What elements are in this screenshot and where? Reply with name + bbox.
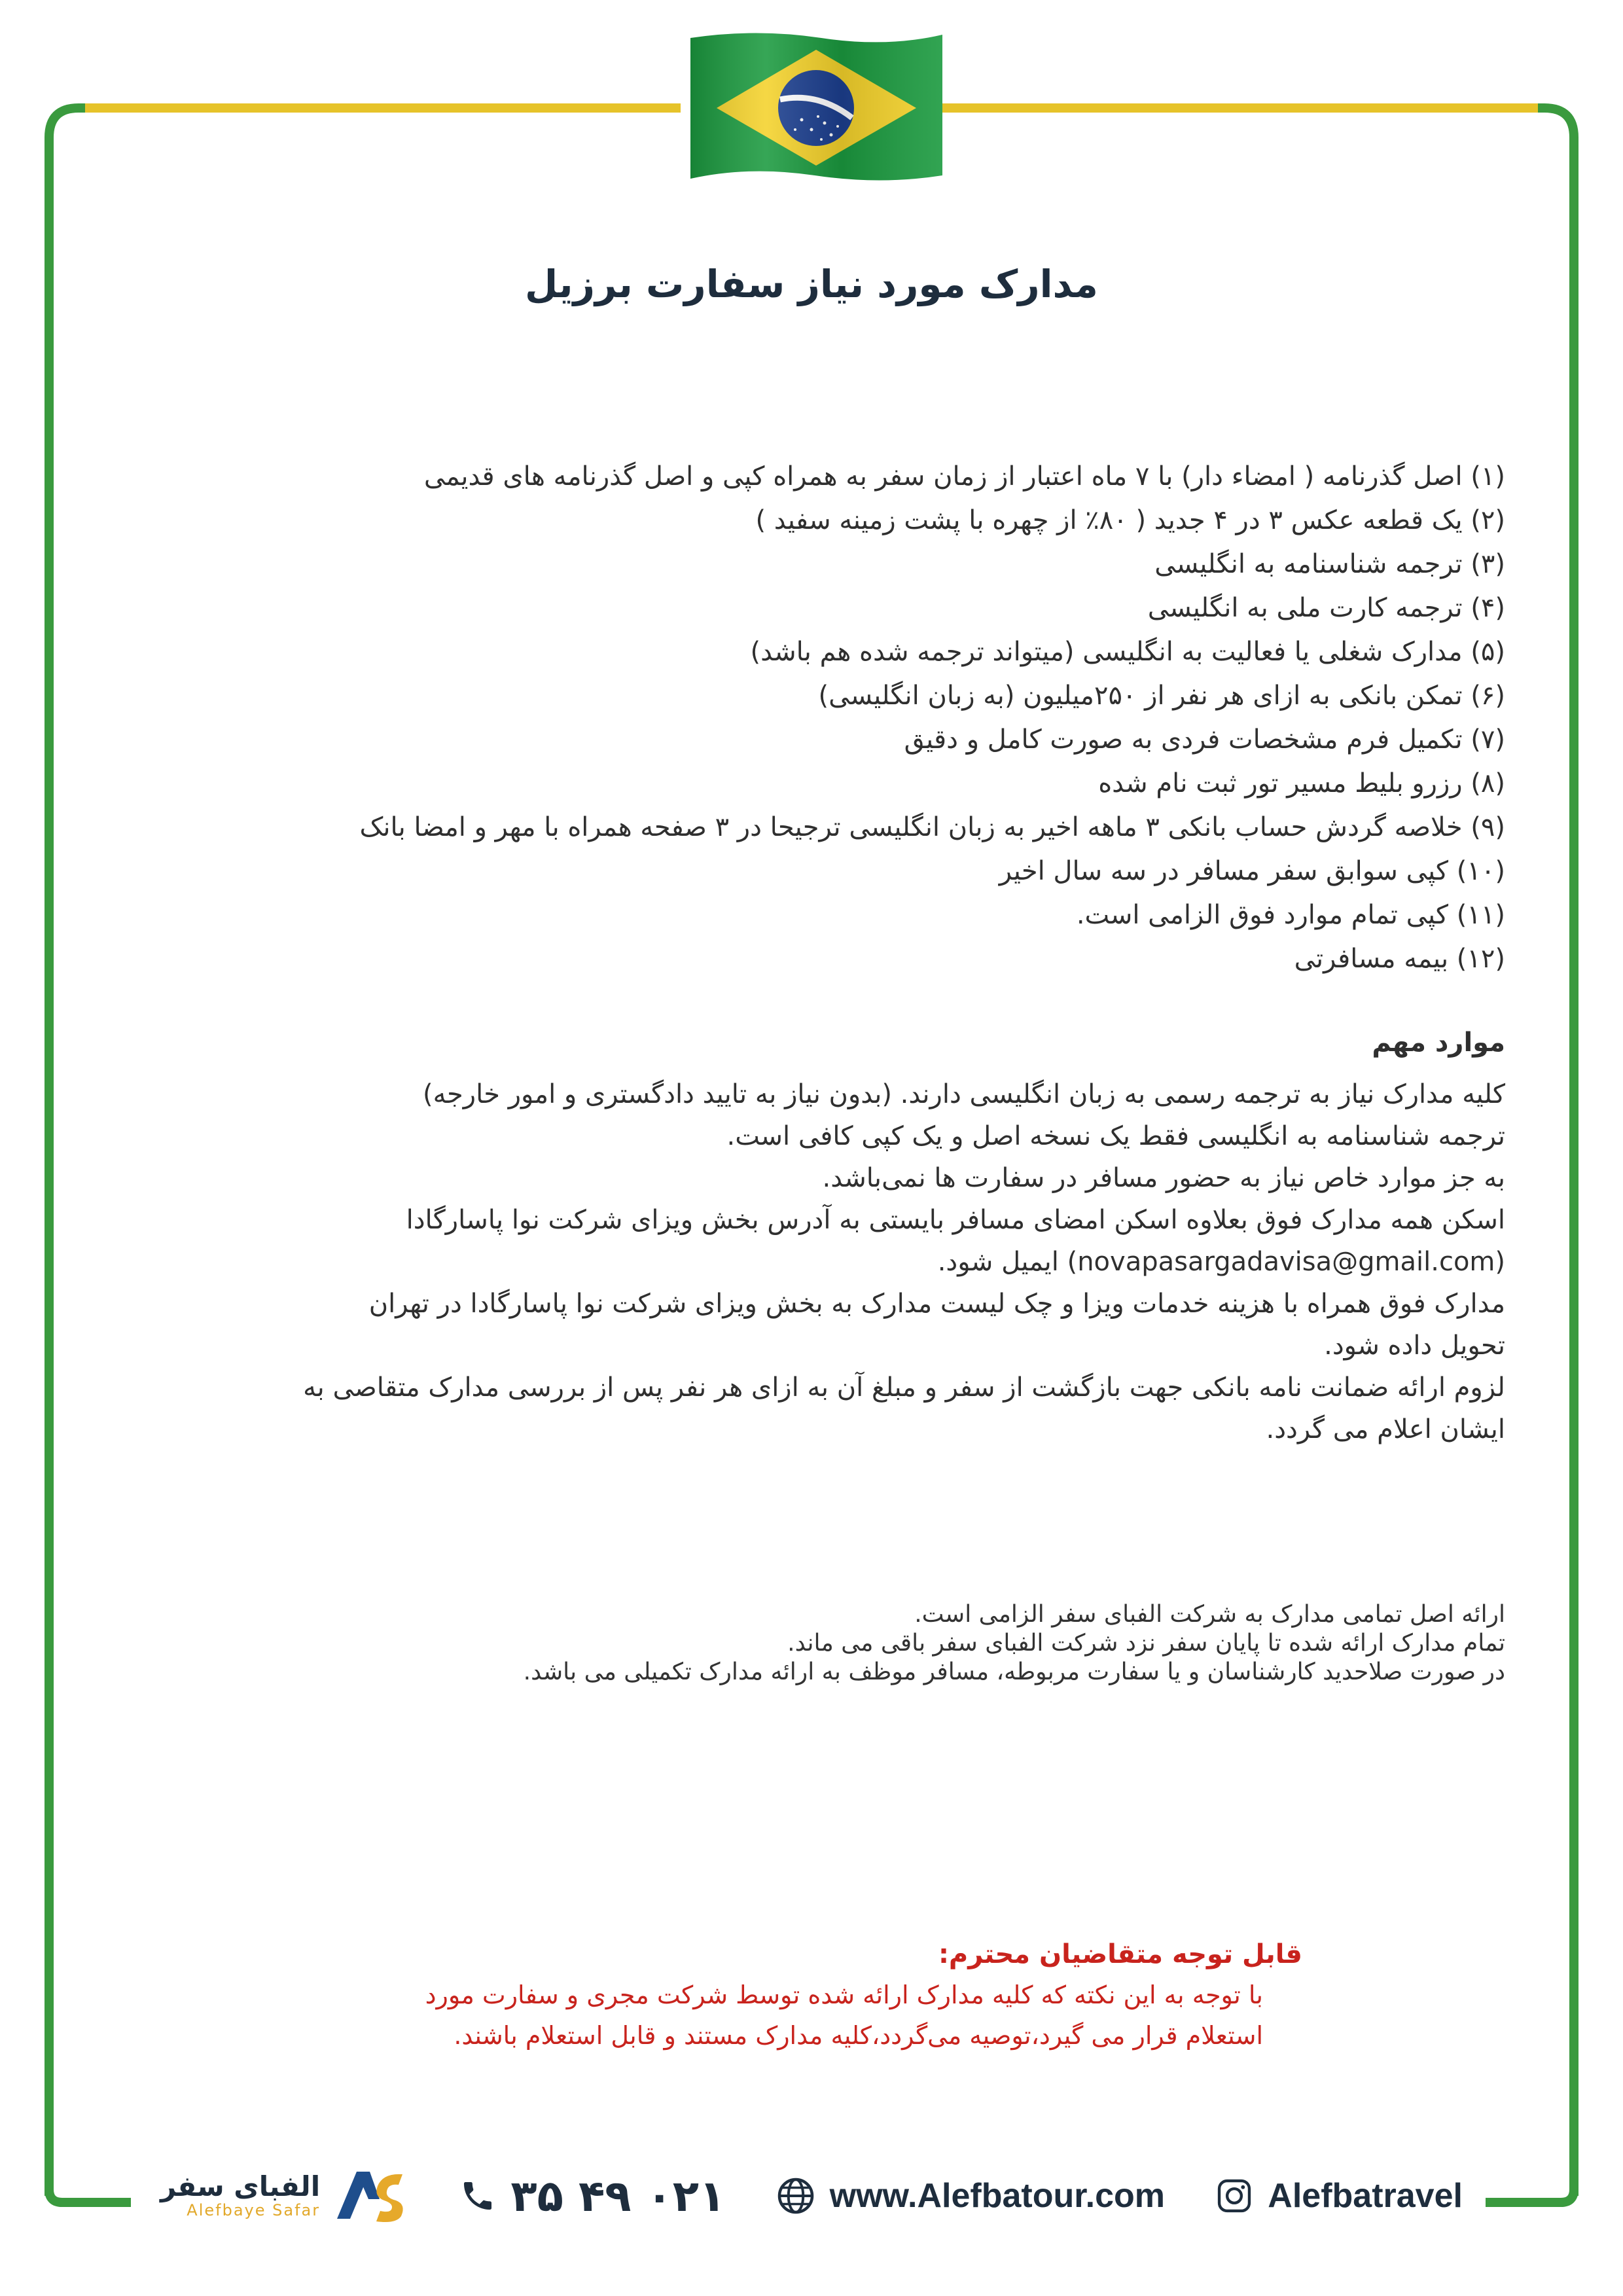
attention-title: قابل توجه متقاضیان محترم:: [938, 1939, 1302, 1969]
important-heading: موارد مهم: [1372, 1028, 1505, 1058]
important-notes: [131, 1073, 1505, 1450]
important-line: اسکن همه مدارک فوق بعلاوه اسکن امضای مسافر بایستی به آدرس بخش ویزای شرکت نوا پاسارگادا: [406, 1205, 1505, 1235]
list-item: (۸) رزرو بلیط مسیر تور ثبت نام شده: [1098, 768, 1505, 798]
brazil-flag-icon: [690, 31, 942, 182]
phone-icon: [459, 2178, 496, 2214]
attention-notice: [216, 1934, 1302, 2056]
company-notes: [131, 1600, 1505, 1687]
list-item: (۹) خلاصه گردش حساب بانکی ۳ ماهه اخیر به زبان انگلیسی ترجیحا در ۳ صفحه همراه با مهر و امضا بانک: [359, 812, 1505, 842]
list-item: (۲) یک قطعه عکس ۳ در ۴ جدید ( ۸۰٪ از چهره با پشت زمینه سفید ): [755, 505, 1505, 535]
important-line: لزوم ارائه ضمانت نامه بانکی جهت بازگشت از سفر و مبلغ آن به ازای هر نفر پس از بررسی مدارک متقاصی به: [303, 1372, 1505, 1403]
footer: [160, 2163, 1463, 2229]
note-line: در صورت صلاحدید کارشناسان و یا سفارت مربوطه، مسافر موظف به ارائه مدارک تکمیلی می باشد.: [523, 1659, 1505, 1685]
website-link[interactable]: [776, 2176, 1165, 2215]
visa-email-link[interactable]: (novapasargadavisa@gmail.com): [1067, 1247, 1505, 1277]
email-line: [131, 1241, 1505, 1283]
note-line: تمام مدارک ارائه شده تا پایان سفر نزد شرکت الفبای سفر باقی می ماند.: [787, 1630, 1505, 1657]
important-line: به جز موارد خاص نیاز به حضور مسافر در سفارت ها نمی‌باشد.: [822, 1163, 1505, 1193]
important-line: تحویل داده شود.: [1324, 1331, 1505, 1361]
important-line: ترجمه شناسنامه به انگلیسی فقط یک نسخه اصل و یک کپی کافی است.: [726, 1121, 1505, 1151]
important-line: ایشان اعلام می گردد.: [1266, 1414, 1505, 1444]
important-line: مدارک فوق همراه با هزینه خدمات ویزا و چک لیست مدارک به بخش ویزای شرکت نوا پاسارگادا در تهران: [368, 1289, 1505, 1319]
instagram-handle: Alefbatravel: [1268, 2177, 1463, 2215]
list-item: (۶) تمکن بانکی به ازای هر نفر از ۲۵۰میلیون (به زبان انگلیسی): [818, 681, 1505, 711]
list-item: (۱۱) کپی تمام موارد فوق الزامی است.: [1076, 900, 1505, 930]
logo-en-text: Alefbaye Safar: [187, 2201, 321, 2219]
attention-line: با توجه به این نکته که کلیه مدارک ارائه شده توسط شرکت مجری و سفارت مورد: [425, 1981, 1263, 2009]
page-title: مدارک مورد نیاز سفارت برزیل: [525, 262, 1098, 306]
note-line: ارائه اصل تمامی مدارک به شرکت الفبای سفر الزامی است.: [914, 1601, 1505, 1628]
instagram-icon: [1215, 2177, 1253, 2215]
instagram-link[interactable]: [1215, 2176, 1463, 2215]
af-logo-icon: [330, 2166, 409, 2225]
attention-line: استعلام قرار می گیرد،توصیه می‌گردد،کلیه مدارک مستند و قابل استعلام باشند.: [454, 2021, 1263, 2050]
important-line: کلیه مدارک نیاز به ترجمه رسمی به زبان انگلیسی دارند. (بدون نیاز به تایید دادگستری و امور خارجه): [422, 1079, 1505, 1109]
list-item: (۱۰) کپی سوابق سفر مسافر در سه سال اخیر: [999, 856, 1505, 886]
website-url: www.Alefbatour.com: [829, 2177, 1165, 2215]
company-logo[interactable]: [160, 2166, 409, 2225]
globe-icon: [776, 2176, 815, 2215]
phone-number: ۰۲۱ ۴۹ ۳۵: [510, 2170, 726, 2221]
list-item: (۱) اصل گذرنامه ( امضاء دار) با ۷ ماه اعتبار از زمان سفر به همراه کپی و اصل گذرنامه های قدیمی: [423, 461, 1505, 492]
list-item: (۳) ترجمه شناسنامه به انگلیسی: [1154, 549, 1505, 579]
list-item: (۵) مدارک شغلی یا فعالیت به انگلیسی (میتواند ترجمه شده هم باشد): [750, 637, 1505, 667]
phone-contact[interactable]: [459, 2171, 725, 2221]
list-item: (۷) تکمیل فرم مشخصات فردی به صورت کامل و دقیق: [904, 725, 1505, 755]
requirements-list: [131, 455, 1505, 981]
list-item: (۴) ترجمه کارت ملی به انگلیسی: [1147, 593, 1505, 623]
email-suffix: ایمیل شود.: [937, 1247, 1059, 1277]
logo-fa-text: الفبای سفر: [160, 2170, 321, 2202]
list-item: (۱۲) بیمه مسافرتی: [1294, 944, 1505, 974]
